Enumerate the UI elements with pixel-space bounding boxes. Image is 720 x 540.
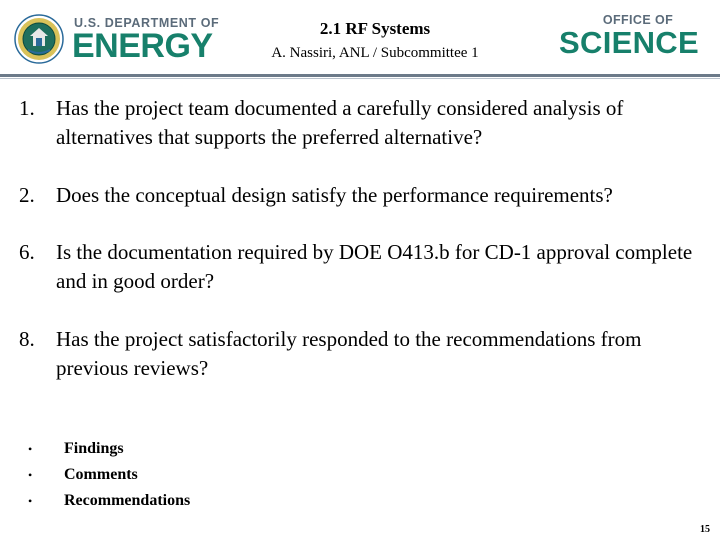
bullet-text: Comments <box>64 466 138 483</box>
bullet-marker: • <box>28 442 33 456</box>
question-text: Has the project team documented a carefully considered analysis of alternatives that supports the preferred alternative? <box>56 96 624 149</box>
science-logo-line1: OFFICE OF <box>602 13 674 27</box>
doe-logo-line1: U.S. DEPARTMENT OF <box>74 16 220 30</box>
doe-seal-icon <box>14 14 64 64</box>
bullet-text: Recommendations <box>64 492 191 509</box>
question-number: 2. <box>19 183 35 207</box>
bullet-marker: • <box>28 468 33 482</box>
bullet-text: Findings <box>64 440 124 457</box>
slide-title: 2.1 RF Systems <box>319 19 431 38</box>
question-number: 1. <box>19 96 35 120</box>
question-number: 6. <box>19 240 35 264</box>
page-number: 15 <box>700 524 710 535</box>
question-text: Has the project satisfactorily responded to the recommendations from previous reviews? <box>56 327 642 380</box>
office-of-science-logo <box>548 12 710 62</box>
bullet-marker: • <box>28 494 33 508</box>
slide-subtitle: A. Nassiri, ANL / Subcommittee 1 <box>271 45 479 61</box>
slide-header <box>0 0 720 78</box>
doe-logo <box>10 10 220 66</box>
bullet-item <box>0 463 400 489</box>
header-divider <box>0 74 720 77</box>
question-number: 8. <box>19 327 35 351</box>
science-logo-line2: SCIENCE <box>559 25 699 60</box>
question-item <box>0 181 700 211</box>
doe-logo-line2: ENERGY <box>72 27 213 65</box>
title-block <box>240 18 510 64</box>
question-item <box>0 238 700 298</box>
header-divider-thin <box>0 78 720 79</box>
bullet-item <box>0 437 400 463</box>
question-item <box>0 94 700 154</box>
question-text: Is the documentation required by DOE O413.b for CD-1 approval complete and in good order? <box>56 240 693 293</box>
question-text: Does the conceptual design satisfy the performance requirements? <box>56 183 613 207</box>
question-item <box>0 325 700 385</box>
bullet-item <box>0 489 400 515</box>
